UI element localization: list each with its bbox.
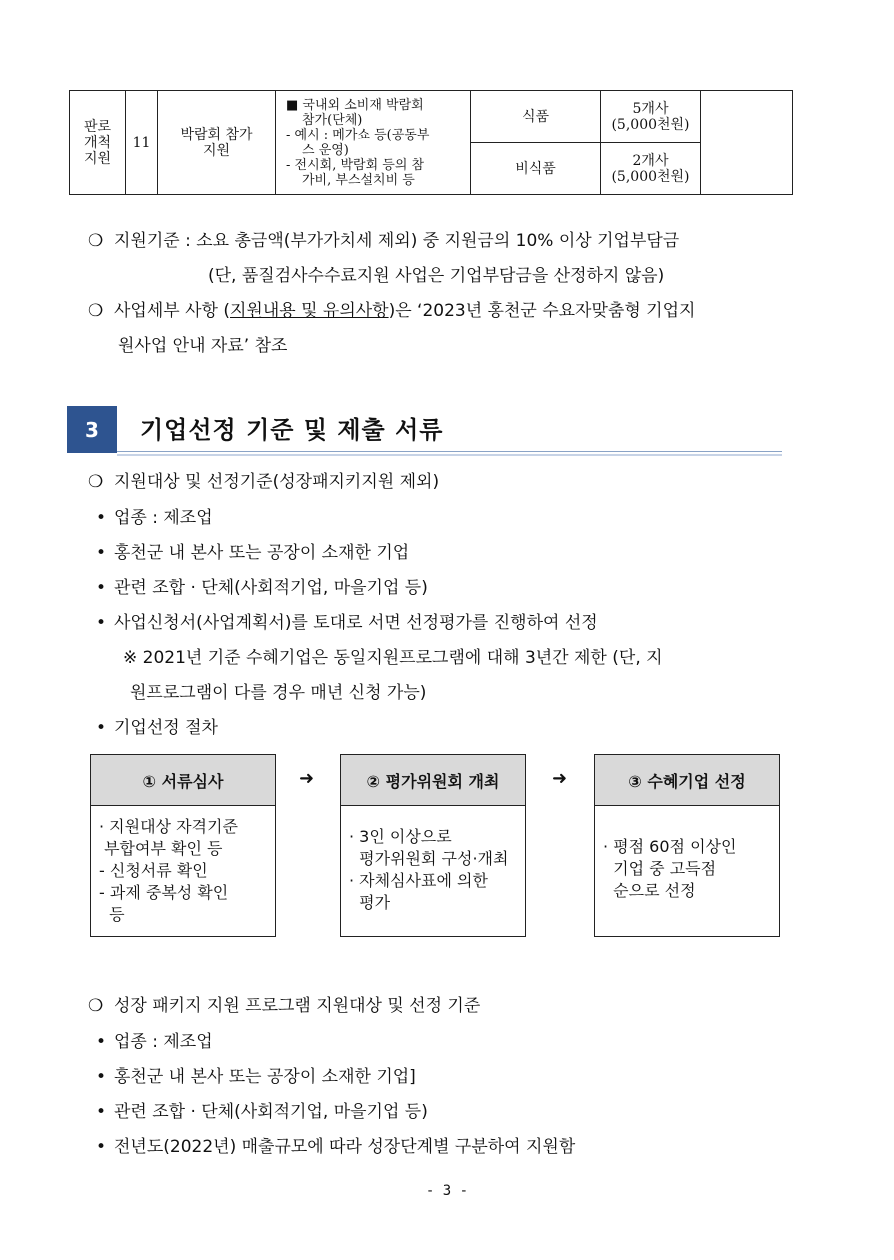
table-program-cell: 박람회 참가 지원	[158, 91, 276, 195]
table-type-cell: 식품	[471, 91, 601, 143]
flow-step-line: · 자체심사표에 의한	[349, 871, 488, 890]
section-title: 기업선정 기준 및 제출 서류	[140, 416, 444, 444]
bullet-icon: •	[96, 1102, 107, 1122]
heading-text: 지원대상 및 선정기준(성장패지키지원 제외)	[114, 472, 440, 492]
list-item: • 관련 조합 · 단체(사회적기업, 마을기업 등)	[96, 1102, 428, 1122]
flow-step-line: · 3인 이상으로	[349, 827, 452, 846]
flow-step-line: - 과제 중복성 확인	[99, 883, 229, 902]
circle-bullet-icon: ❍	[88, 472, 104, 492]
flow-step-line: 부합여부 확인 등	[99, 839, 223, 858]
table-count-cell: 5개사 (5,000천원)	[601, 91, 701, 143]
list-item: • 관련 조합 · 단체(사회적기업, 마을기업 등)	[96, 578, 428, 598]
table-content-line: 가비, 부스설치비 등	[302, 172, 415, 188]
flow-step-line: 평가	[349, 893, 391, 912]
table-content-line: 참가(단체)	[302, 112, 363, 128]
note-details-cont: 원사업 안내 자료’ 참조	[118, 336, 288, 356]
bullet-icon: •	[96, 578, 107, 598]
table-content-line: - 예시 : 메가쇼 등(공동부	[286, 127, 430, 143]
list-item: • 홍천군 내 본사 또는 공장이 소재한 기업	[96, 543, 410, 563]
flow-step-title: ① 서류심사	[91, 755, 275, 806]
flow-step-title: ② 평가위원회 개최	[341, 755, 525, 806]
note-text: 사업세부 사항 (	[114, 301, 230, 321]
circle-bullet-icon: ❍	[88, 231, 104, 251]
bullet-icon: •	[96, 1032, 107, 1052]
flow-step-line: · 지원대상 자격기준	[99, 817, 238, 836]
list-item: • 기업선정 절차	[96, 718, 218, 738]
list-item: • 전년도(2022년) 매출규모에 따라 성장단계별 구분하여 지원함	[96, 1137, 576, 1157]
bullet-icon: •	[96, 508, 107, 528]
bullet-icon: •	[96, 543, 107, 563]
flow-step-line: · 평점 60점 이상인	[603, 837, 737, 856]
note-exception: (단, 품질검사수수료지원 사업은 기업부담금을 산정하지 않음)	[208, 266, 665, 286]
flow-step-body	[341, 806, 525, 914]
table-content-line: 스 운영)	[302, 142, 349, 158]
arrow-right-icon: ➜	[552, 768, 568, 789]
flow-step-committee	[340, 754, 526, 937]
flow-step-line: 등	[99, 905, 125, 924]
circle-bullet-icon: ❍	[88, 301, 104, 321]
list-item: • 홍천군 내 본사 또는 공장이 소재한 기업]	[96, 1067, 416, 1087]
section-divider	[117, 454, 782, 456]
bullet-icon: •	[96, 718, 107, 738]
flow-step-body	[595, 806, 779, 902]
list-item: • 업종 : 제조업	[96, 1032, 213, 1052]
table-content-cell	[276, 91, 471, 195]
list-item: • 업종 : 제조업	[96, 508, 213, 528]
table-category-cell: 판로 개척 지원	[70, 91, 126, 195]
note-support-criteria	[88, 229, 679, 253]
criteria-heading	[88, 470, 439, 494]
list-item: • 사업신청서(사업계획서)를 토대로 서면 선정평가를 진행하여 선정	[96, 613, 598, 633]
underlined-text: 지원내용 및 유의사항	[229, 301, 389, 321]
table-type-cell: 비식품	[471, 143, 601, 195]
flow-step-selection	[594, 754, 780, 937]
support-program-table	[69, 90, 793, 195]
bullet-icon: •	[96, 1137, 107, 1157]
note-text: )은 ‘2023년 홍천군 수요자맞춤형 기업지	[388, 301, 696, 321]
flow-step-line: 기업 중 고득점	[603, 859, 717, 878]
bullet-icon: •	[96, 1067, 107, 1087]
flow-step-title: ③ 수혜기업 선정	[595, 755, 779, 806]
section-number: 3	[67, 406, 117, 453]
table-content-line: ■ 국내외 소비재 박람회	[286, 97, 424, 113]
table-empty-cell	[701, 91, 793, 195]
arrow-right-icon: ➜	[299, 768, 315, 789]
heading-text: 성장 패키지 지원 프로그램 지원대상 및 선정 기준	[114, 996, 481, 1016]
circle-bullet-icon: ❍	[88, 996, 104, 1016]
table-count-cell: 2개사 (5,000천원)	[601, 143, 701, 195]
bullet-icon: •	[96, 613, 107, 633]
table-content-line: - 전시회, 박람회 등의 참	[286, 157, 425, 173]
flow-step-document-review	[90, 754, 276, 937]
flow-step-line: 평가위원회 구성·개최	[349, 849, 509, 868]
page-number: - 3 -	[425, 1183, 469, 1199]
flow-step-body	[91, 806, 275, 926]
note-text: 지원기준 : 소요 총금액(부가가치세 제외) 중 지원금의 10% 이상 기업부담금	[114, 231, 680, 251]
flow-step-line: - 신청서류 확인	[99, 861, 208, 880]
criteria-note: ※ 2021년 기준 수혜기업은 동일지원프로그램에 대해 3년간 제한 (단, 지	[123, 648, 663, 668]
growth-heading	[88, 994, 480, 1018]
table-number-cell: 11	[126, 91, 158, 195]
flow-step-line: 순으로 선정	[603, 881, 696, 900]
section-divider	[117, 451, 782, 452]
criteria-note-cont: 원프로그램이 다를 경우 매년 신청 가능)	[130, 683, 427, 703]
note-details	[88, 299, 695, 323]
